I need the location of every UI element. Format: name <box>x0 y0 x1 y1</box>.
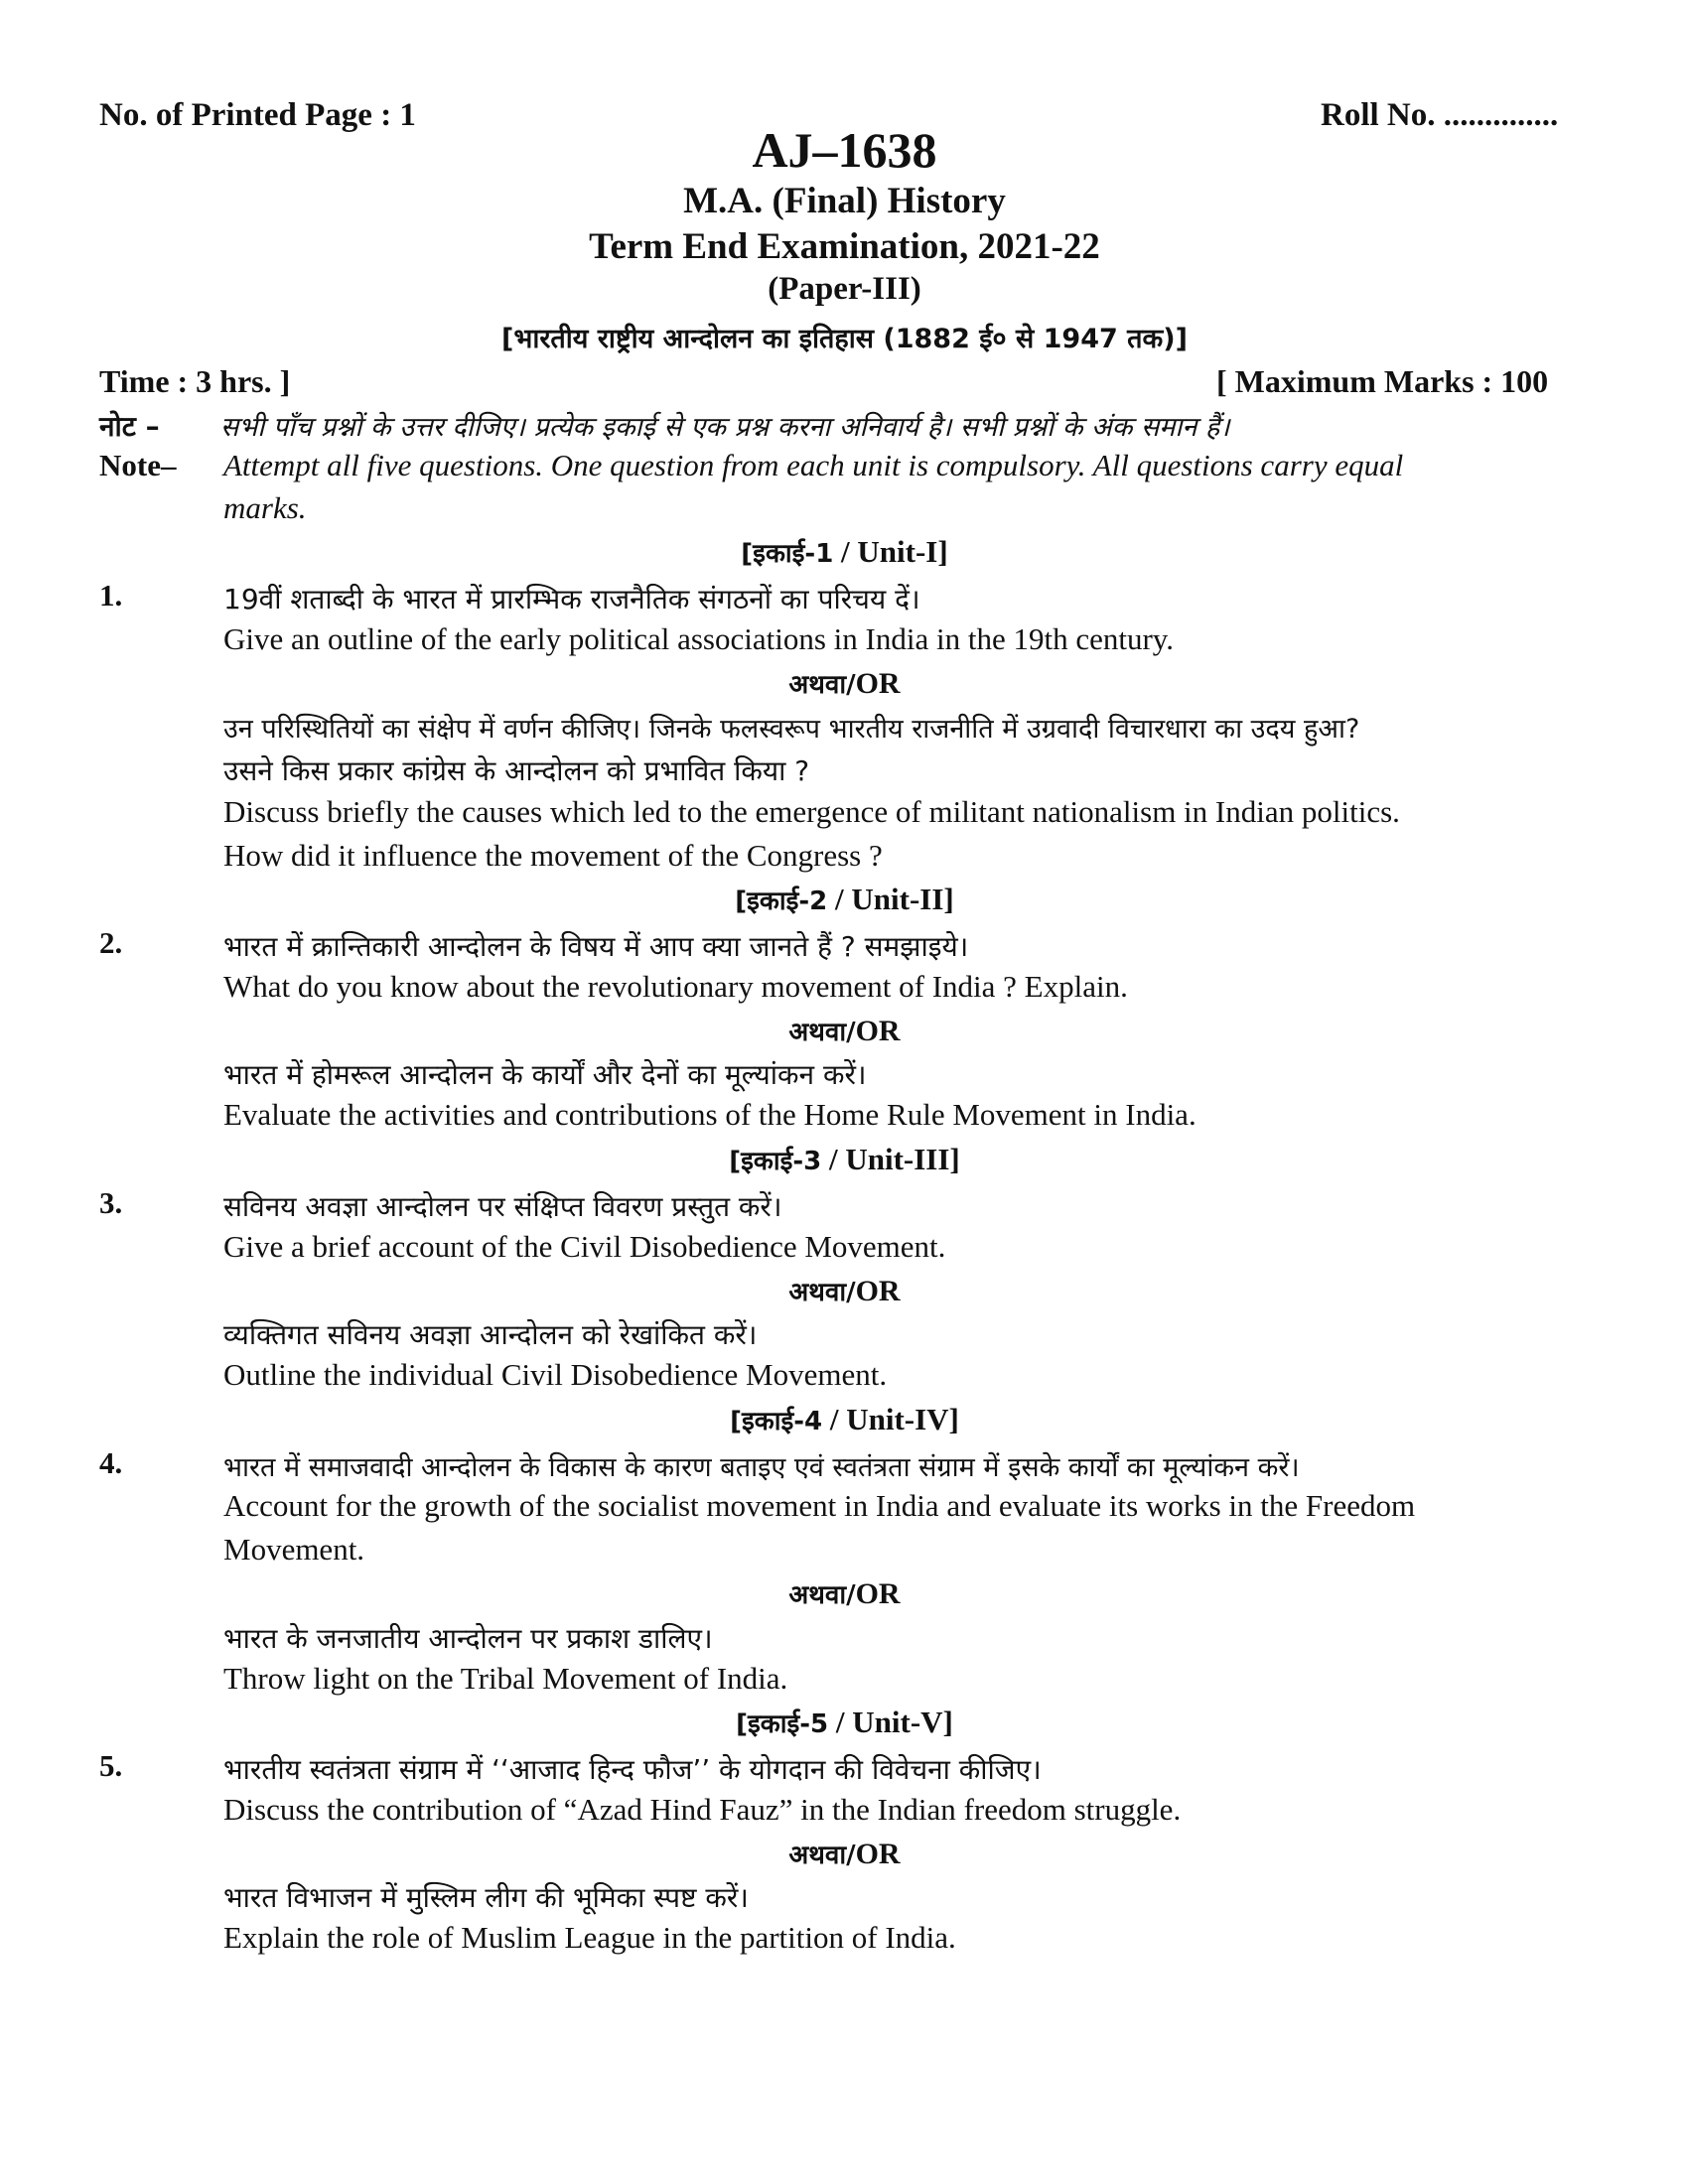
question-text-en: Account for the growth of the socialist movement in India and evaluate its works in the Freedom <box>223 1488 1416 1523</box>
unit-heading: [इकाई-3 / Unit-III] <box>729 1142 960 1176</box>
question-text-en: Discuss briefly the causes which led to the emergence of militant nationalism in Indian politics. <box>223 794 1400 829</box>
or-separator: अथवा/OR <box>788 1838 901 1870</box>
exam-title: Term End Examination, 2021-22 <box>589 226 1100 267</box>
question-text-hi: भारत विभाजन में मुस्लिम लीग की भूमिका स्पष्ट करें। <box>223 1881 749 1914</box>
question-text-hi: भारत में समाजवादी आन्दोलन के विकास के कारण बताइए एवं स्वतंत्रता संग्राम में इसके कार्यों का मूल्यांकन करें। <box>223 1452 1300 1483</box>
max-marks: [ Maximum Marks : 100 <box>1216 363 1549 399</box>
question-number: 5. <box>99 1748 123 1783</box>
question-text-en: Explain the role of Muslim League in the partition of India. <box>223 1920 956 1955</box>
paper-number: (Paper-III) <box>768 271 921 307</box>
subject-title-hi: [भारतीय राष्ट्रीय आन्दोलन का इतिहास (1882 ई० से 1947 तक)] <box>501 324 1188 354</box>
question-text-en: Movement. <box>223 1532 365 1567</box>
question-number: 1. <box>99 578 123 613</box>
note-text-hi: सभी पाँच प्रश्नों के उत्तर दीजिए। प्रत्येक इकाई से एक प्रश्न करना अनिवार्य है। सभी प्रश्नों के अंक समान हैं। <box>220 412 1230 443</box>
question-text-hi: व्यक्तिगत सविनय अवज्ञा आन्दोलन को रेखांकित करें। <box>223 1318 758 1351</box>
time-allowed: Time : 3 hrs. ] <box>99 363 291 399</box>
question-text-en: Throw light on the Tribal Movement of India. <box>223 1661 788 1696</box>
question-text-hi: सविनय अवज्ञा आन्दोलन पर संक्षिप्त विवरण प्रस्तुत करें। <box>223 1190 782 1223</box>
question-text-hi: उसने किस प्रकार कांग्रेस के आन्दोलन को प्रभावित किया ? <box>223 754 810 787</box>
or-separator: अथवा/OR <box>788 1015 901 1047</box>
question-number: 4. <box>99 1445 123 1480</box>
or-separator: अथवा/OR <box>788 1275 901 1307</box>
question-text-en: What do you know about the revolutionary movement of India ? Explain. <box>223 969 1128 1004</box>
question-number: 3. <box>99 1185 123 1220</box>
question-text-hi: भारतीय स्वतंत्रता संग्राम में ‘‘आजाद हिन्द फौज’’ के योगदान की विवेचना कीजिए। <box>223 1753 1042 1786</box>
note-label-en: Note– <box>99 448 177 482</box>
printed-pages: No. of Printed Page : 1 <box>99 97 416 133</box>
unit-heading: [इकाई-4 / Unit-IV] <box>730 1402 959 1436</box>
question-text-en: Give an outline of the early political associations in India in the 19th century. <box>223 621 1175 656</box>
note-text-en-2: marks. <box>223 490 307 525</box>
note-label-hi: नोट – <box>99 410 160 443</box>
or-separator: अथवा/OR <box>788 1577 901 1610</box>
note-text-en-1: Attempt all five questions. One question from each unit is compulsory. All questions carry equal <box>223 448 1404 482</box>
course-title: M.A. (Final) History <box>683 181 1006 221</box>
question-text-hi: भारत के जनजातीय आन्दोलन पर प्रकाश डालिए। <box>223 1622 713 1655</box>
unit-heading: [इकाई-2 / Unit-II] <box>735 882 954 916</box>
question-text-hi: उन परिस्थितियों का संक्षेप में वर्णन कीजिए। जिनके फलस्वरूप भारतीय राजनीति में उग्रवादी विचारधारा का उदय हुआ? <box>223 714 1360 745</box>
or-separator: अथवा/OR <box>788 667 901 700</box>
question-text-hi: भारत में क्रान्तिकारी आन्दोलन के विषय में आप क्या जानते हैं ? समझाइये। <box>223 930 969 963</box>
question-text-en: Give a brief account of the Civil Disobedience Movement. <box>223 1229 946 1264</box>
unit-heading: [इकाई-1 / Unit-I] <box>741 534 948 569</box>
question-text-hi: भारत में होमरूल आन्दोलन के कार्यों और देनों का मूल्यांकन करें। <box>223 1058 867 1091</box>
question-text-en: Outline the individual Civil Disobedience Movement. <box>223 1357 888 1392</box>
question-text-en: How did it influence the movement of the Congress ? <box>223 838 883 873</box>
roll-no: Roll No. .............. <box>1321 97 1559 133</box>
question-text-hi: 19वीं शताब्दी के भारत में प्रारम्भिक राजनैतिक संगठनों का परिचय दें। <box>223 583 920 615</box>
unit-heading: [इकाई-5 / Unit-V] <box>736 1705 953 1739</box>
question-text-en: Evaluate the activities and contributions of the Home Rule Movement in India. <box>223 1097 1196 1132</box>
question-text-en: Discuss the contribution of “Azad Hind Fauz” in the Indian freedom struggle. <box>223 1792 1182 1827</box>
paper-code: AJ–1638 <box>752 122 937 178</box>
question-number: 2. <box>99 925 123 960</box>
